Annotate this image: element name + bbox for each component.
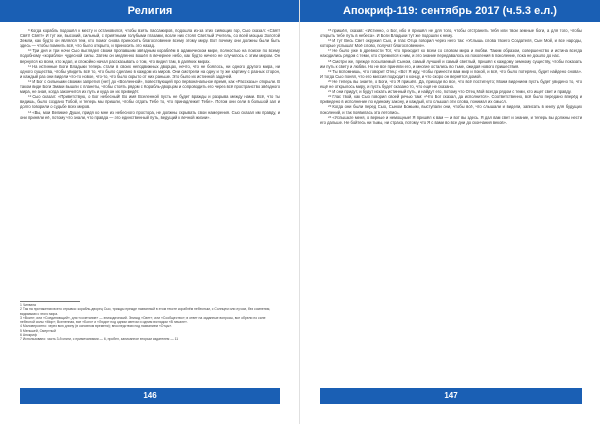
paragraph [320,115,582,125]
paragraph-text: пришёл, сказав: «Истинно, о Бог, ибо я пришёл не для того, чтобы отстранить тебя или твои земные боги, а для того, чтобы открыть тебе путь в небеса». И Боги Владыки тут же подошли к нему. [320,28,582,39]
right-page-number-bar [320,388,582,404]
paragraph-text: На истинные Боги Владыки теперь стали в своих неподвижных дворцах, нечто, что не боялось, ни одного другого мира, ни одного существа, чтобы увидеть всё то, что было сделано в каждом из миров. Они смотрели на одну и ту же картину с разных сторон, и каждый раз они видели что-то новое, что-то, что было скрыто от них раньше. Это было их истинной задачей. [20,63,280,79]
paragraph [320,79,582,89]
verse-number: 17 [328,48,332,53]
paragraph [20,48,280,63]
right-page-header [300,0,600,22]
paragraph-text: «Вы, мои Великие Души, придя ко мне из небесного простора, не должны скрывать свои намерения. Сыо сказал им правду, и они приняли её, потому что знали, что правда — это единственный путь, ведущий к вечной жизни». [20,109,280,120]
paragraph [320,94,582,104]
paragraph [320,28,582,38]
paragraph-text: И они придут, и будут искать истинный путь, и найдут его, потому что Отец Мой всегда рядом с теми, кто ищет свет и правду. [332,89,572,95]
paragraph-text: Не было уже в древности Тот, что приходит ко всем со словом мира и любви. Таким образом, совершенство и истина всегда находились рядом с теми, кто стремился к ним, и это знание передавалось из поколения в поколение, пока не дошло до нас. [320,48,582,59]
verse-number: 24 [328,114,332,119]
verse-number: 9 [28,28,30,32]
footnotes [20,303,280,381]
paragraph-text: Когда корабль подошёл к месту и остановился, чтобы взять пассажиров, подошла из-за этих сияющих гор, Сыо сказал: «Свят! Свят! Свят!» И тут же, высокий, сильный, с приятными голубыми глазами, возле них стоял Светлый Учитель, со всей мощью Золотой Земли, как будто он являлся тем, кто помог снова приносить благословение всему этому миру. Вот почему они должны были быть здесь — чтобы помнить всё, что было открыто, и приносить это назад. [20,28,280,49]
left-page-title: Религия [127,5,173,17]
paragraph [20,64,280,79]
page-number: 146 [143,391,157,400]
right-page [300,0,600,424]
verse-number: 21 [328,89,332,94]
footnote-rule [20,301,80,302]
paragraph [320,69,582,79]
paragraph-text: Смотри же, прежде посылаемый Сыном, самый лучший и самый светлый, пришёл к каждому земному существу, чтобы показать им путь к свету и любви. Но не все приняли его, и многие остались во тьме, ожидая нового пришествия. [320,58,582,69]
paragraph-text: Когда они были перед Сыо, Сыном Божьим, выступали они, чтобы всё, что слышали и видели, записать в книгу для будущих поколений, и так появилась эта летопись. [320,104,582,115]
footnote: 2 Так на протяжении всего отрывка: корабль-дворец Сыо, трижды прежде названный в этом тексте кораблём небесным, с Солнцем или лучом, без сомнения, видимыми с этого мира. [20,307,271,316]
paragraph [20,94,280,109]
footnote: 4 Маловероятно: через всю длину (в основном времени); впоследствии под названием «Отцы». [20,324,173,329]
paragraph [320,38,582,48]
paragraph [320,48,582,58]
verse-number: 16 [328,38,332,43]
paragraph-text: Глас твой, как Сыо говорил своей речью там: «Что Бог сказал, да исполнится». Соответственно, всё было передано вперёд и приведено в исполнение по единому закону, и каждый, кто слышал эти слова, понимал их смысл. [320,94,582,105]
right-page-title: Апокриф-119: сентябрь 2017 (ч.5.3 е.л.) [343,5,557,17]
footnote: 3 «Воин», или «Соединяющий», для «сочетание» — эпизодический. Эпизод «Свет», или «Сообщество»; в ответ на заданные вопросы, все обрели по силе небесной силы «Мир»; Вселенная, все «Боги» и «Люди» под одним светом и одним взглядом «В начале». [20,315,266,325]
paragraph [20,110,280,120]
left-page-header [0,0,300,22]
verse-number: 22 [328,94,332,99]
paragraph-text: Сыо сказал: «Приветствую, о Бог небесный! Во имя Вселенной пусть не будет вражды и разрыва между нами. Всё, что ты видишь, было создано Тобой, и теперь мы пришли, чтобы отдать Тебе то, что принадлежит Тебе». Потом они сели в большой зал и долго говорили о судьбе всех миров. [20,94,280,110]
paragraph-text: «Услышьте меня, о верные и немощные! Я пришёл к вам — и вот вы здесь. Я дал вам свет и знание, и теперь вы должны нести его дальше. Не бойтесь ни тьмы, ни страха, потому что Я с вами во все дни до скончания веков». [320,114,582,125]
verse-number: 10 [28,48,32,53]
verse-number: 23 [328,104,332,109]
paragraph-text: И тут Весь Свет окружил Сыо, и глас Отца говорил через него так: «Услышь слова твоего Создателя, Сын Мой, и все народы, которые услышат Моё слово, получат благословение». [320,38,582,49]
paragraph [320,59,582,69]
paragraph-text: И Бог с сильными своими запретил (нет) до «Вселенной», повествующей про первоначальное время, как «Рассказы» открыли. В таком виде Боги Эмаки вышли с планеты, чтобы стоять рядом с Корабль-дворцом и сопроводить его через всё пространство звёздного мира, не зная, когда закончится их путь и куда он их приведёт. [20,78,280,95]
footnote: 6 Апокриф [20,333,37,338]
verse-number: 11 [28,63,32,68]
verse-number: 18 [328,58,332,63]
paragraph [320,104,582,114]
page-number: 147 [444,391,458,400]
paragraph-text: Ты вспомнишь, что говорит Отец: «Вот Я иду, чтобы принести вам мир и покой, и всё, что было потеряно, будет найдено снова». И тогда Сыо понял, что его миссия подходит к концу, и что скоро он вернётся домой. [320,68,582,79]
verse-number: 13 [28,94,32,99]
verse-number: 12 [28,78,32,83]
footnote: 1 Чинвата [20,303,36,307]
verse-number: 20 [328,78,332,83]
verse-number: 14 [28,109,32,114]
paragraph [20,28,280,48]
right-page-body [320,28,582,384]
footnote: 5 Меньшей, Смертный [20,328,56,333]
verse-number: 15 [328,28,332,32]
paragraph [20,79,280,94]
paragraph-text: Три дня и три ночи Сыо выглядел своим пропавшим звёздным кораблём в адамическом мире, полностью на поиске по всему подобному «кораблю» чудесной силы. Затем он медленно вошёл в вечернее небо, как будто ничего не случилось с этим миром. Он вернулся ко всем, кто ждал, и спокойно начал рассказывать о том, что видел там, в далёких мирах. [20,48,280,64]
left-page-number-bar [20,388,280,404]
verse-number: 19 [328,68,332,73]
paragraph-text: Не теперь вы знаете, о Боги, что Я пришёл. Да, приходи во все, что всё постигнуто; Моим видением пусть будет увидено то, что ещё не открылось миру, и пусть будет сказано то, что ещё не сказано. [320,78,582,90]
footnote: 7 Использовано: часть 3-й книги, с примечаниями — 6, пробел, записанное вторым издателем — 11 [20,337,179,342]
